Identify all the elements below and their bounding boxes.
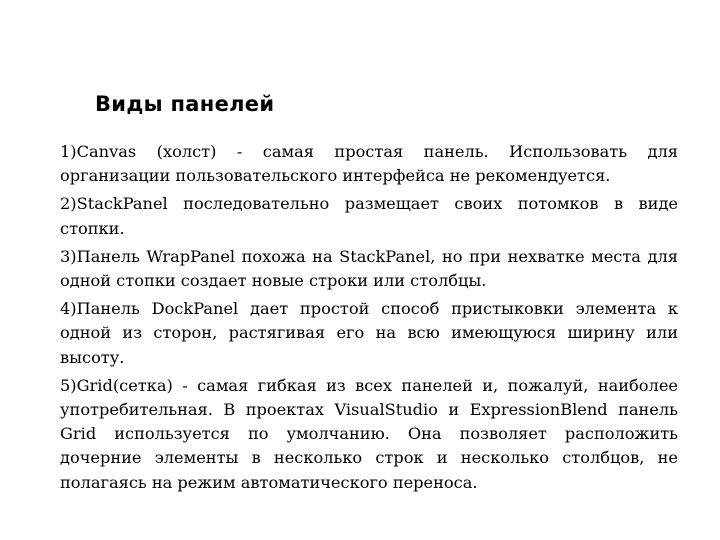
paragraph-stackpanel: 2)StackPanel последовательно размещает своих потомков в виде стопки.	[60, 194, 678, 238]
slide-title: Виды панелей	[95, 92, 275, 116]
paragraph-canvas: 1)Canvas (холст) - самая простая панель. Использовать для организации пользовательского интерфейса не рекомендуется.	[60, 142, 678, 186]
paragraph-grid: 5)Grid(сетка) - самая гибкая из всех панелей и, пожалуй, наиболее употребительная. В проектах VisualStudio и ExpressionBlend панель Grid используется по умолчанию. Она позволяет расположить дочерние элементы в несколько строк и несколько столбцов, не полагаясь на режим автоматического переноса.	[60, 375, 678, 492]
slide-body	[60, 140, 678, 499]
paragraph-wrappanel: 3)Панель WrapPanel похожа на StackPanel, но при нехватке места для одной стопки создает новые строки или столбцы.	[60, 246, 678, 291]
paragraph-dockpanel: 4)Панель DockPanel дает простой способ пристыковки элемента к одной из сторон, растягивая его на всю имеющуюся ширину или высоту.	[60, 299, 678, 367]
